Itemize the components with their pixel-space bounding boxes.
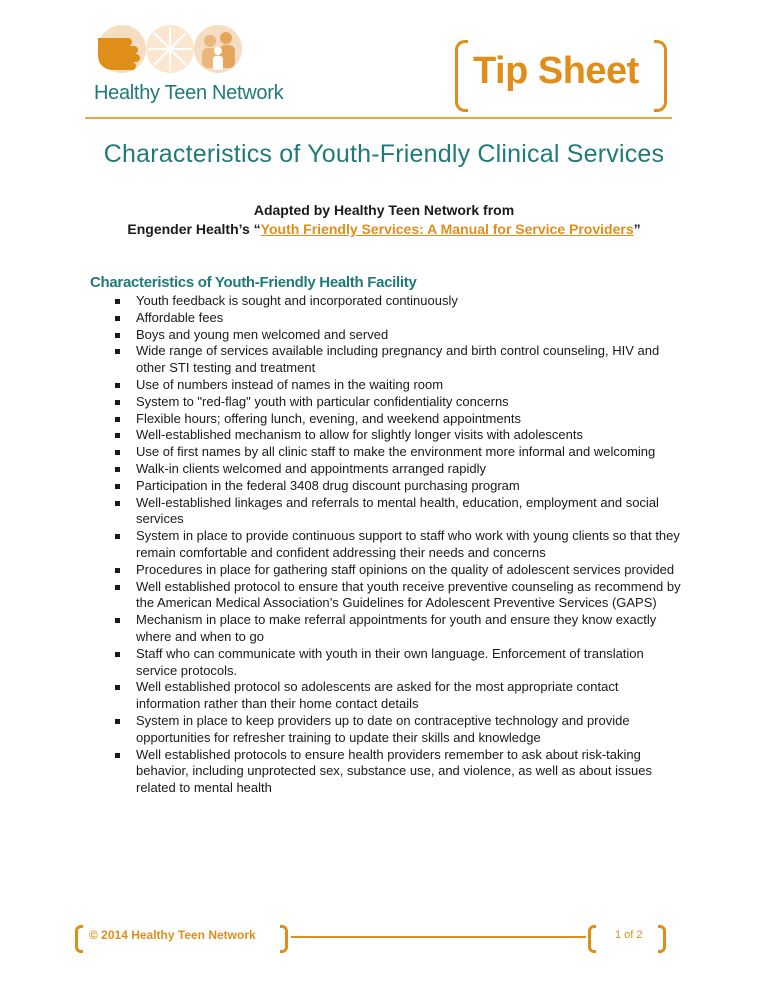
header-divider <box>85 117 672 119</box>
characteristics-list <box>113 293 683 797</box>
right-bracket-icon <box>654 40 667 112</box>
list-item: Affordable fees <box>113 310 683 327</box>
list-item: Well established protocol to ensure that youth receive preventive counseling as recommend by the American Medical Association’s Guidelines for Adolescent Preventive Services (GAPS) <box>113 579 683 613</box>
list-item: Youth feedback is sought and incorporated continuously <box>113 293 683 310</box>
page-number: 1 of 2 <box>615 929 643 941</box>
subtitle-suffix: ” <box>633 221 641 237</box>
list-item: System in place to keep providers up to date on contraceptive technology and provide opportunities for refresher training to update their skills and knowledge <box>113 713 683 747</box>
footer-left-bracket-icon <box>75 925 83 953</box>
list-item: Use of first names by all clinic staff to make the environment more informal and welcoming <box>113 444 683 461</box>
tip-sheet-label: Tip Sheet <box>473 50 639 92</box>
subtitle-prefix: Engender Health’s “ <box>127 221 261 237</box>
subtitle-line-2 <box>0 220 768 239</box>
list-item: Use of numbers instead of names in the waiting room <box>113 377 683 394</box>
copyright: © 2014 Healthy Teen Network <box>89 928 256 942</box>
sun-rays-icon <box>148 27 192 71</box>
manual-link[interactable]: Youth Friendly Services: A Manual for Service Providers <box>260 221 634 237</box>
footer <box>75 922 665 952</box>
tip-sheet-badge <box>455 40 667 110</box>
subtitle-line-1: Adapted by Healthy Teen Network from <box>253 202 515 218</box>
page-right-bracket-icon <box>658 925 666 953</box>
footer-divider <box>291 936 586 938</box>
list-item: System in place to provide continuous support to staff who work with young clients so that they remain comfortable and confident addressing their needs and concerns <box>113 528 683 562</box>
list-item: System to "red-flag" youth with particular confidentiality concerns <box>113 394 683 411</box>
list-item: Well established protocol so adolescents are asked for the most appropriate contact information rather than their home contact details <box>113 679 683 713</box>
list-item: Flexible hours; offering lunch, evening, and weekend appointments <box>113 411 683 428</box>
list-item: Walk-in clients welcomed and appointments arranged rapidly <box>113 461 683 478</box>
list-item: Participation in the federal 3408 drug discount purchasing program <box>113 478 683 495</box>
left-bracket-icon <box>455 40 468 112</box>
list-item: Mechanism in place to make referral appointments for youth and ensure they know exactly where and when to go <box>113 612 683 646</box>
page-title: Characteristics of Youth-Friendly Clinical Services <box>103 140 665 168</box>
list-item: Well-established mechanism to allow for slightly longer visits with adolescents <box>113 427 683 444</box>
list-item: Boys and young men welcomed and served <box>113 327 683 344</box>
list-item: Well established protocols to ensure health providers remember to ask about risk-taking behavior, including unprotected sex, substance use, and violence, as well as about issues related to mental health <box>113 747 683 797</box>
list-item: Wide range of services available including pregnancy and birth control counseling, HIV and other STI testing and treatment <box>113 343 683 377</box>
org-name: Healthy Teen Network <box>94 82 284 104</box>
page-left-bracket-icon <box>588 925 596 953</box>
section-heading: Characteristics of Youth-Friendly Health Facility <box>90 274 417 291</box>
list-item: Procedures in place for gathering staff opinions on the quality of adolescent services provided <box>113 562 683 579</box>
list-item: Staff who can communicate with youth in their own language. Enforcement of translation service protocols. <box>113 646 683 680</box>
list-item: Well-established linkages and referrals to mental health, education, employment and social services <box>113 495 683 529</box>
footer-right-bracket-icon <box>280 925 288 953</box>
subtitle <box>0 201 768 239</box>
